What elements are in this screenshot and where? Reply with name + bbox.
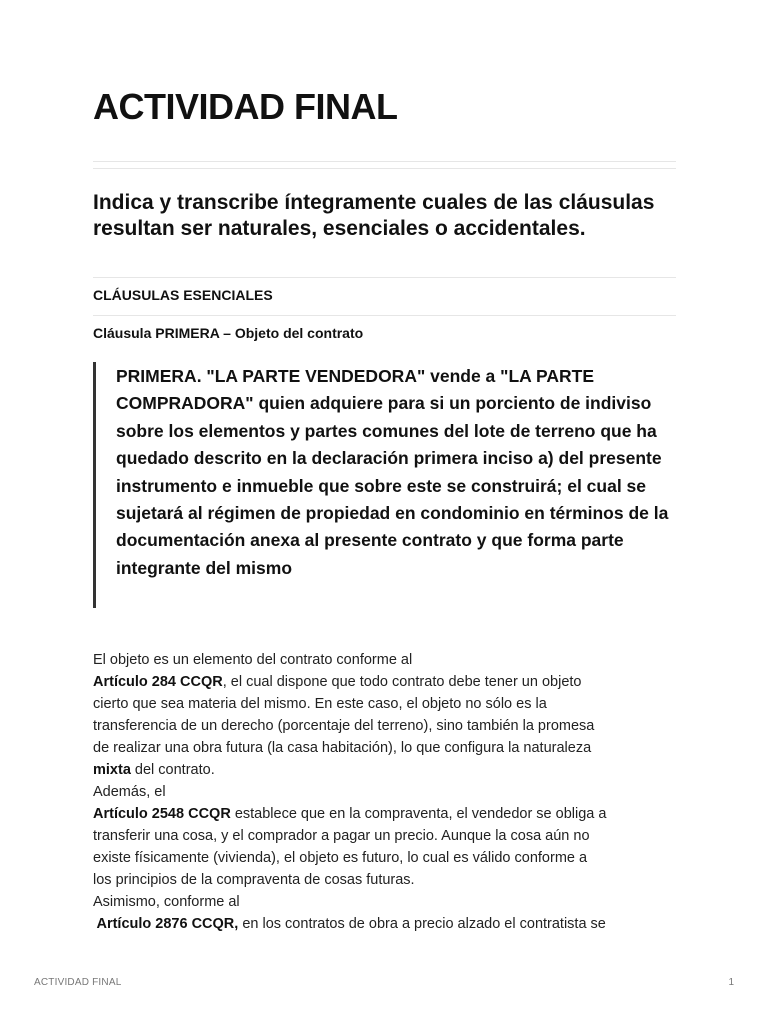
clause-quote-text: PRIMERA. "LA PARTE VENDEDORA" vende a "LA PARTE COMPRADORA" quien adquiere para si un porciento de indiviso sobre los elementos y partes comunes del lote de terreno que ha quedado descrito en la declaración primera inciso a) del presente instrumento e inmueble que sobre este se construirá; el cual se sujetará al régimen de propiedad en condominio en términos de la documentación anexa al presente contrato y que forma parte integrante del mismo bbox=[116, 366, 669, 578]
body-line: Artículo 284 CCQR, el cual dispone que todo contrato debe tener un objeto bbox=[93, 674, 582, 690]
section-subtitle: Indica y transcribe íntegramente cuales de las cláusulas resultan ser naturales, esenciales o accidentales. bbox=[93, 191, 655, 240]
footer-document-title: ACTIVIDAD FINAL bbox=[34, 977, 122, 988]
footer-page-number: 1 bbox=[728, 977, 734, 988]
section-heading: CLÁUSULAS ESENCIALES bbox=[93, 287, 273, 303]
body-line: El objeto es un elemento del contrato conforme al bbox=[93, 652, 413, 668]
analysis-paragraph bbox=[93, 649, 676, 935]
title-divider-secondary bbox=[93, 168, 676, 169]
article-reference: Artículo 284 CCQR bbox=[93, 674, 223, 690]
clause-blockquote bbox=[93, 362, 676, 608]
document-title: ACTIVIDAD FINAL bbox=[93, 86, 398, 127]
body-line: Artículo 2876 CCQR, en los contratos de obra a precio alzado el contratista se bbox=[93, 916, 606, 932]
body-line: transferir una cosa, y el comprador a pagar un precio. Aunque la cosa aún no bbox=[93, 828, 590, 844]
article-reference: Artículo 2876 CCQR, bbox=[93, 916, 239, 932]
body-line: Asimismo, conforme al bbox=[93, 894, 240, 910]
clause-title: Cláusula PRIMERA – Objeto del contrato bbox=[93, 325, 364, 341]
subtitle-divider bbox=[93, 277, 676, 278]
body-line: de realizar una obra futura (la casa habitación), lo que configura la naturaleza bbox=[93, 740, 592, 756]
body-line: los principios de la compraventa de cosas futuras. bbox=[93, 872, 415, 888]
body-line: existe físicamente (vivienda), el objeto es futuro, lo cual es válido conforme a bbox=[93, 850, 588, 866]
body-line: Artículo 2548 CCQR establece que en la compraventa, el vendedor se obliga a bbox=[93, 806, 607, 822]
body-line: Además, el bbox=[93, 784, 166, 800]
body-line: mixta del contrato. bbox=[93, 762, 215, 778]
body-line: cierto que sea materia del mismo. En este caso, el objeto no sólo es la bbox=[93, 696, 547, 712]
emphasis-mixta: mixta bbox=[93, 762, 131, 778]
body-line: transferencia de un derecho (porcentaje del terreno), sino también la promesa bbox=[93, 718, 595, 734]
title-divider bbox=[93, 161, 676, 162]
article-reference: Artículo 2548 CCQR bbox=[93, 806, 231, 822]
heading-divider bbox=[93, 315, 676, 316]
